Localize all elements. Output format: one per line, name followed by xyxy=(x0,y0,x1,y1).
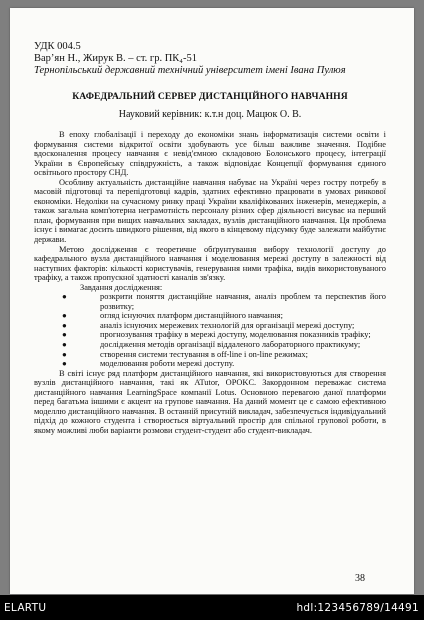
bullet-icon: ● xyxy=(62,359,67,369)
list-item xyxy=(34,311,386,321)
bullet-icon: ● xyxy=(62,349,67,359)
list-item xyxy=(34,340,386,350)
tasks-list xyxy=(34,292,386,368)
list-item xyxy=(34,330,386,340)
document-page xyxy=(10,8,414,594)
bullet-icon: ● xyxy=(62,340,67,350)
tasks-title: Завдання дослідження: xyxy=(80,282,163,292)
list-item-text: огляд існуючих платформ дистанційного навчання; xyxy=(100,311,283,321)
authors: Вар’ян Н., Жирук В. – ст. гр. ПК₄-51 xyxy=(34,53,197,64)
university: Тернопільський державний технічний університет імені Івана Пулюя xyxy=(34,65,346,76)
list-item-text: аналіз існуючих мережевих технологій для організації мережі доступу; xyxy=(100,320,355,330)
list-item xyxy=(34,321,386,331)
supervisor: Науковий керівник: к.т.н доц. Мацюк О. В. xyxy=(118,109,302,120)
paragraph: В епоху глобалізації і переходу до економіки знань інформатизація системи освіти і формування системи відкритої освіти здобувають усе більш важливе значення. Подібне вдосконалення процесу навчання є невід'ємною складовою Болонського процесу, інтеграції України в Європейську співдружність, а також відповідає Концепції формування єдиного освітнього простору СНД. xyxy=(34,130,386,178)
paragraph: Метою дослідження є теоретичне обґрунтування вибору технології доступу до кафедрального вузла дистанційного навчання і моделювання мережі доступу в залежності від наступних факторів: кількості користувачів, генерування ними трафіка, видів використовуваного трафіку, а також пропускної здатності каналів зв'язку. xyxy=(34,244,386,283)
page-number: 38 xyxy=(355,573,365,584)
handle-link[interactable]: hdl:123456789/14491 xyxy=(296,602,419,614)
bullet-icon: ● xyxy=(62,330,67,340)
bullet-icon: ● xyxy=(62,311,67,321)
list-item xyxy=(34,359,386,369)
list-item-text: розкрити поняття дистанційне навчання, аналіз проблем та перспектив його розвитку; xyxy=(100,292,386,311)
udc-code: УДК 004.5 xyxy=(34,41,81,52)
paragraph: В світі існує ряд платформ дистанційного навчання, які використовуються для створення вузлів дистанційного навчання, такі як ATutor, OPOKC. Закордонном переважає система дистанційного навчання LearningSpace компанії Lotus. Основною перевагою даної платформи перед багатьма іншими є акцент на групове навчання. На даний момент це є самою ефективною моделлю дистанційного навчання. В останній присутній викладач, забезпечується індивідуальний підхід до кожного студента і створюється віртуальний простір для спільної групової роботи, в якому можливі люби варіанти розмови студент-студент або студент-викладач. xyxy=(34,368,386,435)
list-item xyxy=(34,350,386,360)
repository-footer xyxy=(0,595,424,620)
page-content xyxy=(34,41,386,436)
repository-name: ELARTU xyxy=(4,602,47,614)
list-item xyxy=(34,292,386,311)
bullet-icon: ● xyxy=(62,292,67,302)
article-title: КАФЕДРАЛЬНИЙ СЕРВЕР ДИСТАНЦІЙНОГО НАВЧАННЯ xyxy=(72,91,348,102)
bullet-icon: ● xyxy=(62,320,67,330)
list-item-text: дослідження методів організації віддаленого лабораторного практикуму; xyxy=(100,340,361,350)
paragraph: Особливу актуальність дистанційне навчання набуває на Україні через гостру потребу в масовій підготовці та перепідготовці кадрів, здатних ефективно працювати в умовах ринкової економіки. Недоліки на сучасному ринку праці України кваліфікованих інженерів, менеджерів, а також загальна комп'ютерна неграмотність персоналу різних сфер діяльності висуває на перший план, формування при вищих навчальних закладах, вузлів дистанційного навчання. Ця проблема існує і вимагає досить швидкого рішення, від якого в кінцевому підсумку буде залежати майбутнє держави. xyxy=(34,177,386,245)
list-item-text: прогнозування трафіку в мережі доступу, моделювання показників трафіку; xyxy=(100,330,371,340)
list-item-text: створення системи тестування в off-line і on-line режимах; xyxy=(100,349,308,359)
list-item-text: моделювання роботи мережі доступу. xyxy=(100,359,235,369)
